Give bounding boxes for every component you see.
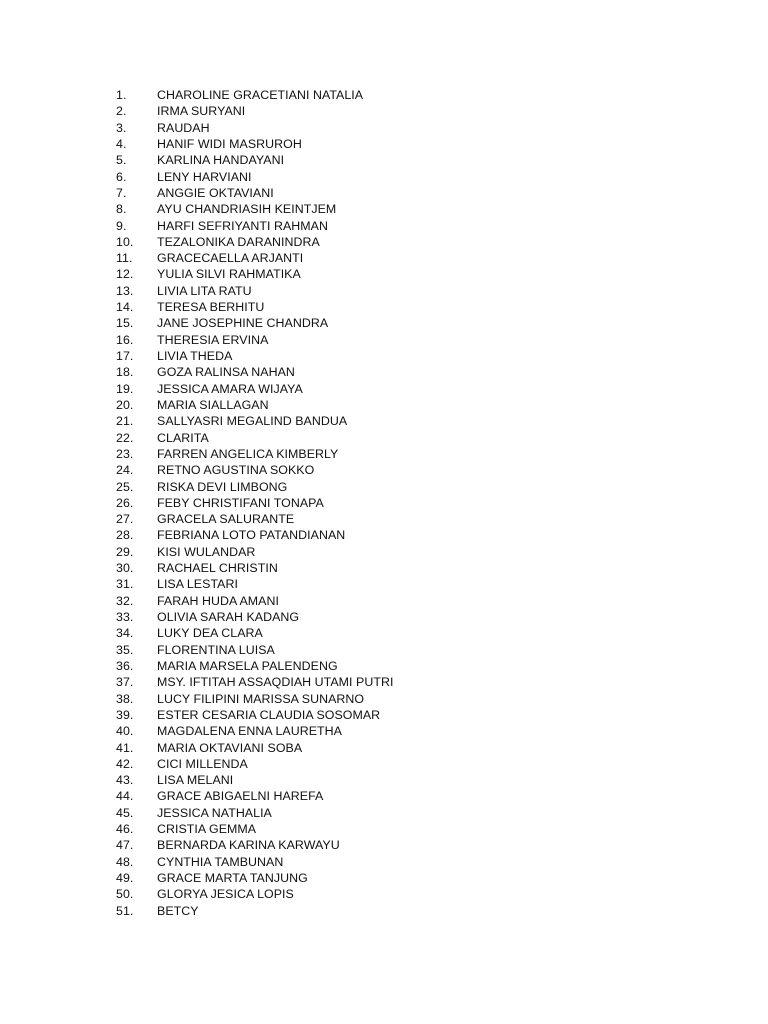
list-item-number: 44. bbox=[116, 789, 134, 804]
list-item-name: ANGGIE OKTAVIANI bbox=[157, 185, 274, 200]
list-item-number: 10. bbox=[116, 234, 134, 249]
list-item-number: 47. bbox=[116, 838, 134, 853]
list-item bbox=[116, 201, 393, 217]
list-item-name: JESSICA NATHALIA bbox=[157, 805, 272, 820]
list-item-name: BETCY bbox=[157, 903, 199, 918]
list-item bbox=[116, 169, 393, 185]
list-item-name: IRMA SURYANI bbox=[157, 104, 246, 119]
list-item-number: 48. bbox=[116, 854, 134, 869]
list-item-name: RISKA DEVI LIMBONG bbox=[157, 479, 288, 494]
list-item bbox=[116, 185, 393, 201]
list-item bbox=[116, 576, 393, 592]
list-item bbox=[116, 462, 393, 478]
list-item-name: YULIA SILVI RAHMATIKA bbox=[157, 267, 301, 282]
list-item-number: 4. bbox=[116, 136, 127, 151]
list-item-name: LUCY FILIPINI MARISSA SUNARNO bbox=[157, 691, 365, 706]
list-item-name: MARIA MARSELA PALENDENG bbox=[157, 658, 338, 673]
list-item bbox=[116, 625, 393, 641]
list-item bbox=[116, 218, 393, 234]
list-item-number: 28. bbox=[116, 528, 134, 543]
list-item-name: AYU CHANDRIASIH KEINTJEM bbox=[157, 202, 337, 217]
list-item-name: BERNARDA KARINA KARWAYU bbox=[157, 838, 340, 853]
list-item-number: 22. bbox=[116, 430, 134, 445]
list-item-name: GRACE MARTA TANJUNG bbox=[157, 871, 308, 885]
list-item bbox=[116, 446, 393, 462]
list-item-number: 35. bbox=[116, 642, 134, 657]
list-item-name: RETNO AGUSTINA SOKKO bbox=[157, 463, 315, 478]
list-item-number: 23. bbox=[116, 446, 134, 461]
list-item bbox=[116, 740, 393, 756]
list-item-name: LIVIA LITA RATU bbox=[157, 283, 252, 298]
list-item-number: 18. bbox=[116, 365, 134, 380]
list-item bbox=[116, 560, 393, 576]
list-item bbox=[116, 658, 393, 674]
list-item-name: JANE JOSEPHINE CHANDRA bbox=[157, 316, 329, 331]
list-item-name: SALLYASRI MEGALIND BANDUA bbox=[157, 414, 348, 429]
list-item-number: 49. bbox=[116, 871, 134, 885]
list-item-name: CLARITA bbox=[157, 430, 209, 445]
list-item-name: CYNTHIA TAMBUNAN bbox=[157, 854, 284, 869]
list-item-name: CHAROLINE GRACETIANI NATALIA bbox=[157, 88, 364, 102]
list-item-number: 9. bbox=[116, 218, 127, 233]
list-item bbox=[116, 430, 393, 446]
list-item bbox=[116, 674, 393, 690]
list-item-name: JESSICA AMARA WIJAYA bbox=[157, 381, 303, 396]
list-item-name: TERESA BERHITU bbox=[157, 300, 265, 315]
list-item bbox=[116, 903, 393, 919]
list-item bbox=[116, 283, 393, 299]
list-item-name: MSY. IFTITAH ASSAQDIAH UTAMI PUTRI bbox=[157, 675, 394, 690]
list-item-number: 17. bbox=[116, 349, 134, 363]
list-item-number: 40. bbox=[116, 724, 134, 739]
list-item-name: HARFI SEFRIYANTI RAHMAN bbox=[157, 218, 328, 233]
list-item bbox=[116, 527, 393, 543]
list-item-number: 39. bbox=[116, 707, 134, 722]
list-item-number: 15. bbox=[116, 316, 134, 331]
list-item-name: CICI MILLENDA bbox=[157, 756, 248, 771]
list-item-name: HANIF WIDI MASRUROH bbox=[157, 136, 302, 151]
list-item-number: 34. bbox=[116, 626, 134, 641]
list-item-name: OLIVIA SARAH KADANG bbox=[157, 610, 300, 624]
list-item-name: LUKY DEA CLARA bbox=[157, 626, 263, 641]
list-item-number: 25. bbox=[116, 479, 134, 494]
list-item bbox=[116, 136, 393, 152]
list-item-name: KARLINA HANDAYANI bbox=[157, 153, 285, 168]
list-item-name: LISA MELANI bbox=[157, 773, 234, 788]
list-item-number: 11. bbox=[116, 251, 133, 266]
list-item-name: ESTER CESARIA CLAUDIA SOSOMAR bbox=[157, 707, 381, 722]
list-item-name: MARIA SIALLAGAN bbox=[157, 397, 269, 412]
list-item-number: 33. bbox=[116, 610, 134, 624]
list-item-number: 26. bbox=[116, 495, 134, 510]
list-item-name: CRISTIA GEMMA bbox=[157, 822, 257, 837]
list-item bbox=[116, 348, 393, 364]
list-item bbox=[116, 788, 393, 804]
list-item bbox=[116, 870, 393, 886]
list-item bbox=[116, 691, 393, 707]
list-item-number: 37. bbox=[116, 675, 134, 690]
list-item bbox=[116, 87, 393, 103]
list-item-name: LENY HARVIANI bbox=[157, 169, 252, 184]
list-item-name: FEBY CHRISTIFANI TONAPA bbox=[157, 495, 324, 510]
list-item-number: 24. bbox=[116, 463, 134, 478]
list-item-number: 45. bbox=[116, 805, 134, 820]
list-item-number: 50. bbox=[116, 887, 134, 902]
list-item-number: 1. bbox=[116, 88, 127, 102]
list-item-name: MARIA OKTAVIANI SOBA bbox=[157, 740, 303, 755]
list-item-name: GRACELA SALURANTE bbox=[157, 512, 295, 527]
list-item bbox=[116, 544, 393, 560]
list-item bbox=[116, 495, 393, 511]
name-list bbox=[116, 87, 393, 919]
list-item bbox=[116, 413, 393, 429]
list-item-name: LISA LESTARI bbox=[157, 577, 238, 592]
list-item-number: 42. bbox=[116, 756, 134, 771]
list-item-number: 2. bbox=[116, 104, 127, 119]
list-item bbox=[116, 315, 393, 331]
list-item-number: 27. bbox=[116, 512, 134, 527]
list-item bbox=[116, 299, 393, 315]
list-item-number: 14. bbox=[116, 300, 134, 315]
list-item bbox=[116, 821, 393, 837]
list-item bbox=[116, 837, 393, 853]
list-item-number: 36. bbox=[116, 658, 134, 673]
list-item-number: 41. bbox=[116, 740, 134, 755]
list-item bbox=[116, 511, 393, 527]
list-item bbox=[116, 103, 393, 119]
list-item-number: 3. bbox=[116, 120, 127, 135]
list-item bbox=[116, 854, 393, 870]
list-item-number: 6. bbox=[116, 169, 127, 184]
list-item-name: TEZALONIKA DARANINDRA bbox=[157, 234, 320, 249]
list-item bbox=[116, 332, 393, 348]
list-item-name: FLORENTINA LUISA bbox=[157, 642, 275, 657]
list-item-number: 38. bbox=[116, 691, 134, 706]
list-item-name: GRACECAELLA ARJANTI bbox=[157, 251, 304, 266]
list-item-number: 21. bbox=[116, 414, 134, 429]
list-item-number: 46. bbox=[116, 822, 134, 837]
list-item-name: FARREN ANGELICA KIMBERLY bbox=[157, 446, 339, 461]
list-item-name: RAUDAH bbox=[157, 120, 210, 135]
list-item bbox=[116, 250, 393, 266]
list-item-name: MAGDALENA ENNA LAURETHA bbox=[157, 724, 342, 739]
list-item-number: 43. bbox=[116, 773, 134, 788]
list-item bbox=[116, 397, 393, 413]
list-item bbox=[116, 120, 393, 136]
list-item bbox=[116, 152, 393, 168]
list-item-name: THERESIA ERVINA bbox=[157, 332, 269, 347]
list-item-number: 32. bbox=[116, 593, 134, 608]
list-item-name: FARAH HUDA AMANI bbox=[157, 593, 279, 608]
list-item-name: RACHAEL CHRISTIN bbox=[157, 561, 278, 576]
list-item-name: FEBRIANA LOTO PATANDIANAN bbox=[157, 528, 346, 543]
list-item-number: 12. bbox=[116, 267, 134, 282]
list-item-number: 5. bbox=[116, 153, 127, 168]
list-item bbox=[116, 593, 393, 609]
list-item bbox=[116, 266, 393, 282]
list-item-number: 19. bbox=[116, 381, 134, 396]
list-item bbox=[116, 707, 393, 723]
list-item-number: 16. bbox=[116, 332, 134, 347]
list-item-number: 51. bbox=[116, 903, 134, 918]
list-item-name: KISI WULANDAR bbox=[157, 544, 256, 559]
list-item bbox=[116, 772, 393, 788]
list-item bbox=[116, 381, 393, 397]
list-item-number: 31. bbox=[116, 577, 134, 592]
list-item bbox=[116, 723, 393, 739]
list-item-number: 29. bbox=[116, 544, 134, 559]
list-item-number: 8. bbox=[116, 202, 127, 217]
list-item-number: 30. bbox=[116, 561, 134, 576]
list-item-name: LIVIA THEDA bbox=[157, 349, 233, 363]
list-item-number: 20. bbox=[116, 397, 134, 412]
list-item bbox=[116, 609, 393, 625]
list-item bbox=[116, 364, 393, 380]
list-item bbox=[116, 756, 393, 772]
list-item-number: 13. bbox=[116, 283, 134, 298]
list-item-name: GLORYA JESICA LOPIS bbox=[157, 887, 294, 902]
list-item-number: 7. bbox=[116, 185, 127, 200]
list-item-name: GRACE ABIGAELNI HAREFA bbox=[157, 789, 324, 804]
list-item bbox=[116, 642, 393, 658]
list-item bbox=[116, 886, 393, 902]
list-item bbox=[116, 479, 393, 495]
list-item bbox=[116, 234, 393, 250]
list-item bbox=[116, 805, 393, 821]
list-item-name: GOZA RALINSA NAHAN bbox=[157, 365, 295, 380]
